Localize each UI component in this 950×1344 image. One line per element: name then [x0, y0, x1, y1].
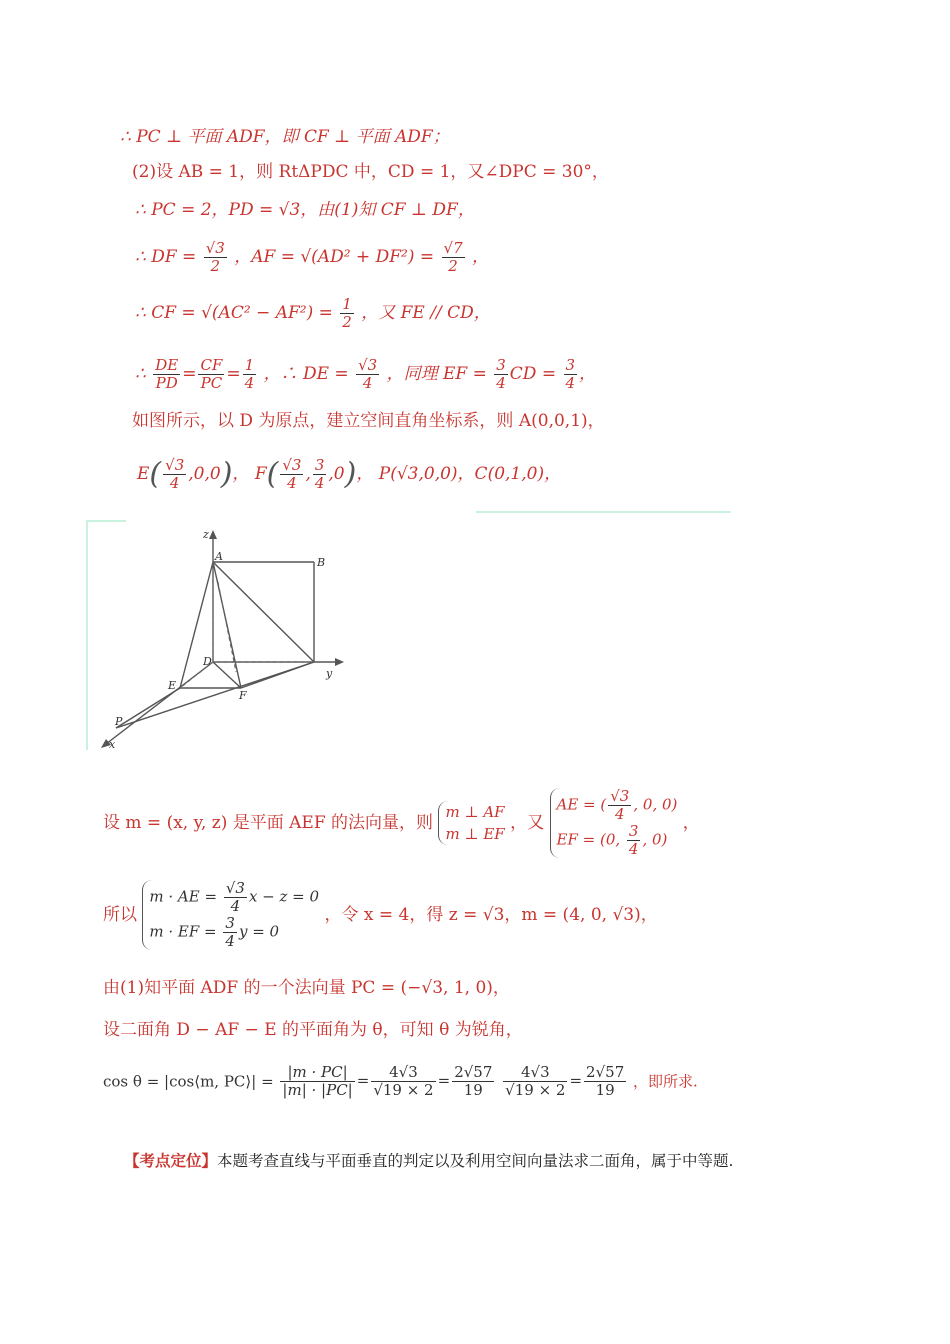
vector-ae-right: , 0, 0) [633, 795, 678, 814]
fraction-num: 2√57 [454, 1063, 493, 1081]
fraction-num: 3 [628, 822, 639, 840]
fraction-ef-y [627, 823, 641, 858]
proof-line-6d: CD = [509, 364, 562, 384]
cosine-left: cos θ = |cos⟨m, PC⟩| = [103, 1072, 279, 1091]
fraction-dot-2 [223, 915, 237, 950]
vector-ef-left: EF = (0, [556, 830, 625, 849]
fraction-den: 4 [565, 374, 576, 392]
proof-line-8: E( $\frac{√3}{4}$ ,0,0)， F( $\frac{√3}{4}$ , $\frac{3}{4}$ ,0)， P(√3,0,0)，C(0,1,0)， [137, 456, 562, 492]
fraction-num: √3 [358, 356, 378, 374]
knowledge-point-text: 本题考查直线与平面垂直的判定以及利用空间向量法求二面角，属于中等题. [217, 1152, 734, 1170]
fraction-num: 4√3 [503, 1064, 567, 1082]
points-p-c: P(√3,0,0)，C(0,1,0)， [378, 464, 562, 484]
fraction-cos-def [280, 1064, 354, 1099]
proof-line-3 [135, 199, 475, 221]
fraction-f-y [313, 457, 327, 492]
fraction-num: CF [200, 356, 223, 374]
fraction-cf-pc [198, 357, 224, 392]
point-e-rest: ,0,0 [188, 464, 221, 484]
fraction-den: 2 [342, 313, 352, 331]
paren-close: ) [220, 456, 233, 492]
dot-eq-1 [149, 880, 319, 915]
dot-eq-2 [149, 915, 319, 950]
proof-line-7-text: 如图所示，以 D 为原点，建立空间直角坐标系，则 A(0,0,1)， [132, 411, 605, 431]
fraction-ae-x [608, 788, 631, 823]
proof-line-3b: √3 [278, 200, 301, 220]
fraction-num: 3 [225, 914, 235, 932]
fraction-num: √7 [443, 239, 463, 257]
knowledge-point-tag: 【考点定位】 [124, 1152, 218, 1170]
fraction-cos-2 [452, 1064, 494, 1099]
vector-ef-right: , 0) [642, 830, 668, 849]
perp-eq-2: m ⊥ EF [445, 825, 505, 843]
dot-eq-2-right: y = 0 [238, 922, 280, 941]
paren-open: ( [266, 456, 279, 492]
fraction-num: √3 [282, 456, 302, 474]
dot-eq-1-right: x − z = 0 [248, 887, 320, 906]
dihedral-angle-setup [103, 1019, 523, 1041]
edge-pe [116, 688, 180, 728]
therefore-text: 所以 [103, 905, 137, 925]
normal-vector-intro: 设 m = (x, y, z) 是平面 AEF 的法向量，则 [103, 813, 434, 833]
proof-line-6b: ，∴ DE = [263, 364, 355, 384]
label-e: E [168, 679, 177, 692]
vector-ae-left: AE = ( [556, 795, 607, 814]
edge-ac [213, 562, 314, 662]
fraction-den: √19 × 2 [373, 1081, 434, 1099]
fraction-cf [340, 296, 354, 331]
knowledge-point [124, 1151, 733, 1171]
normal-vector-setup [103, 788, 700, 858]
fraction-num: 2√57 [586, 1063, 625, 1081]
proof-line-3a: ∴ PC = 2，PD = [135, 200, 279, 220]
fraction-num: √3 [165, 456, 185, 474]
proof-line-2-text: (2)设 AB = 1，则 RtΔPDC 中，CD = 1，又∠DPC = 30°， [132, 162, 609, 182]
fraction-num: 1 [342, 295, 352, 313]
paren-close: ) [344, 456, 357, 492]
fraction-den: 4 [314, 474, 325, 492]
z-arrow [209, 530, 217, 539]
fraction-num: 1 [244, 356, 255, 374]
fraction-dot-1 [224, 880, 247, 915]
point-e-label: E [137, 464, 150, 484]
perp-eq-1: m ⊥ AF [445, 803, 505, 821]
proof-line-5 [135, 296, 491, 331]
fraction-num: 4√3 [371, 1064, 435, 1082]
fraction-f-x [280, 457, 303, 492]
fraction-den: 4 [230, 897, 241, 915]
fraction-num: |m · PC| [280, 1064, 354, 1082]
proof-line-6c: ，同理 EF = [386, 364, 493, 384]
fraction-de [356, 357, 379, 392]
proof-line-5b: ，又 FE // CD， [361, 303, 491, 323]
proof-line-5a: ∴ CF = √(AC² − AF²) = [135, 303, 339, 323]
fraction-num: 3 [565, 356, 576, 374]
fraction-num: √3 [205, 239, 225, 257]
again-text: ，又 [510, 813, 545, 833]
label-b: B [317, 556, 326, 569]
proof-line-6a: ∴ [135, 364, 152, 384]
fraction-den: 4 [225, 932, 235, 950]
proof-line-7 [132, 410, 605, 432]
proof-line-6e: ， [579, 364, 597, 384]
label-x: x [109, 738, 116, 751]
scan-artifact-line [476, 511, 731, 513]
plane-adf-normal [103, 977, 510, 999]
proof-line-4c: ， [472, 247, 490, 267]
proof-line-6: ∴ $\frac{DE}{PD}$ = $\frac{CF}{PC}$ = $\frac{1}{4}$ ，∴ DE = $\frac{√3}{4}$ ，同理 EF = $\frac{3}{4}$ CD = $\frac{3}{4}$ ， [135, 356, 597, 392]
label-z: z [203, 528, 209, 541]
fraction-e-x [163, 457, 186, 492]
fraction-ef [564, 357, 578, 392]
label-a: A [215, 550, 223, 563]
dihedral-angle-text: 设二面角 D − AF − E 的平面角为 θ，可知 θ 为锐角， [103, 1020, 523, 1040]
geometry-figure [88, 522, 358, 752]
proof-line-4b: ，AF = √(AD² + DF²) = [234, 247, 440, 267]
fraction-den: 2 [448, 257, 458, 275]
vector-ef-row [557, 823, 678, 858]
y-arrow [335, 658, 344, 666]
fraction-den: 4 [496, 374, 506, 392]
fraction-den: 4 [287, 474, 297, 492]
point-f-rest: ,0 [328, 464, 345, 484]
fraction-num: √3 [225, 879, 245, 897]
paren-open: ( [149, 456, 162, 492]
fraction-num: √3 [610, 787, 630, 805]
dot-eq-1-left: m · AE = [149, 887, 222, 906]
fraction-den: PC [200, 374, 223, 392]
comma: ， [682, 813, 700, 833]
perp-system [438, 801, 504, 845]
fraction-den: |m| · |PC| [282, 1081, 353, 1099]
fraction-den: 4 [362, 374, 373, 392]
fraction-den: 4 [244, 374, 255, 392]
vector-ae-row [557, 788, 678, 823]
fraction-den: √19 × 2 [505, 1081, 566, 1099]
fraction-num: DE [155, 356, 179, 374]
fraction-den: PD [155, 374, 178, 392]
label-d: D [203, 655, 212, 668]
fraction-num: 3 [314, 456, 325, 474]
normal-vector-result: ，令 x = 4，得 z = √3，m = (4, 0, √3)， [324, 905, 658, 925]
proof-line-1-text: ∴ PC ⊥ 平面 ADF，即 CF ⊥ 平面 ADF； [120, 127, 450, 147]
fraction-ef-coef [494, 357, 508, 392]
solve-normal-vector [103, 880, 658, 950]
dot-system [142, 880, 319, 950]
fraction-quarter [243, 357, 257, 392]
plane-adf-normal-text: 由(1)知平面 ADF 的一个法向量 PC = (−√3, 1, 0)， [103, 978, 510, 998]
fraction-den: 4 [169, 474, 180, 492]
fraction-den: 4 [628, 840, 639, 858]
proof-line-1 [120, 126, 450, 148]
proof-line-4a: ∴ DF = [135, 247, 202, 267]
label-y: y [326, 667, 333, 680]
dot-eq-2-left: m · EF = [149, 922, 222, 941]
edge-fc [241, 662, 314, 688]
cosine-suffix: ，即所求. [633, 1072, 698, 1091]
fraction-den: 4 [615, 805, 625, 823]
proof-line-4 [135, 240, 489, 275]
label-p: P [115, 715, 123, 728]
vector-system [550, 788, 678, 858]
fraction-cos-3 [503, 1064, 567, 1099]
fraction-den: 2 [210, 257, 221, 275]
cosine-result: cos θ = |cos⟨m, PC⟩| = $\frac{|m \cdot PC|}{|m| \cdot |PC|}$ = $\frac{4√3}{√19 \times 2}$ = $\frac{2√57}{19}$ $\frac{4√3}{√19 \times 2}$ = $\frac{2√57}{19}$ ，即所求. [103, 1063, 698, 1099]
fraction-af [442, 240, 465, 275]
fraction-cos-4 [584, 1064, 626, 1099]
fraction-den: 19 [463, 1081, 483, 1099]
fraction-de-pd [153, 357, 180, 392]
fraction-cos-1 [371, 1064, 435, 1099]
fraction-df [204, 240, 227, 275]
point-f-label: F [254, 464, 267, 484]
label-f: F [239, 689, 247, 702]
fraction-den: 19 [595, 1081, 615, 1099]
proof-line-3c: ，由(1)知 CF ⊥ DF， [300, 200, 475, 220]
x-axis [106, 662, 213, 744]
fraction-num: 3 [496, 356, 506, 374]
edge-ae [180, 562, 213, 688]
proof-line-2 [132, 161, 609, 183]
